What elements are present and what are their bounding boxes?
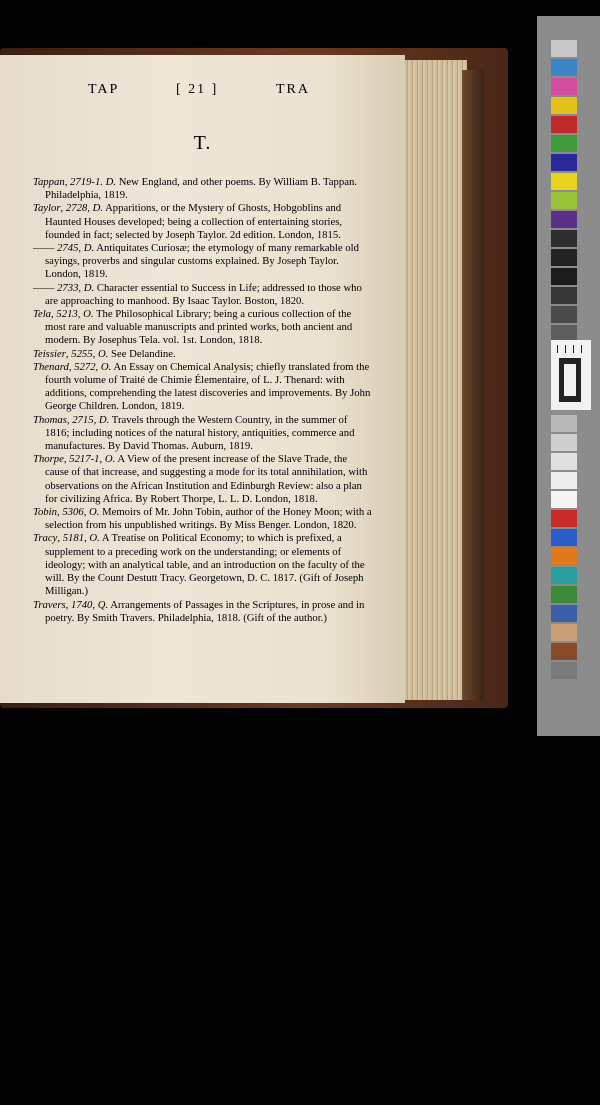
catalog-entry: Tappan, 2719-1. D. New England, and other poems. By William B. Tappan. Philadelphia, 1819. [33, 176, 357, 202]
catalog-entry: Thomas, 2715, D. Travels through the Western Country, in the summer of 1816; including notices of the natural history, antiquities, commerce and manufactures. By David Thomas. Auburn, 1819. [33, 413, 355, 453]
entry-code: 5272, O. [74, 360, 112, 373]
entry-text: Memoirs of Mr. John Tobin, author of the Honey Moon; with a selection from his unpublished writings. By Miss Benger. London, 1820. [45, 506, 372, 532]
entry-code: 1740, Q. [71, 598, 109, 611]
entry-author: Tracy [33, 532, 58, 545]
entry-text: Antiquitates Curiosæ; the etymology of many remarkable old sayings, proverbs and singular customs explained. By Joseph Taylor. London, 1819. [45, 242, 359, 281]
catalog-entry: Thenard, 5272, O. An Essay on Chemical Analysis; chiefly translated from the fourth volume of Traité de Chimie Élementaire, of L. J. Thenard: with additions, comprehending the latest discoveries and improvements. By John George Children. London, 1819. [33, 360, 371, 413]
catalog-entry [33, 282, 373, 308]
entry-text: Arrangements of Passages in the Scriptures, in prose and in poetry. By Smith Travers. Philadelphia, 1818. (Gift of the author.) [45, 598, 365, 624]
entry-text: An Essay on Chemical Analysis; chiefly translated from the fourth volume of Traité de Chimie Élementaire, of L. J. Thenard: with additions, comprehending the latest discoveries and improvements. By John George Children. London, 1819. [45, 360, 371, 413]
entry-author: —— [33, 242, 55, 255]
entry-code: 2728, D. [65, 202, 103, 215]
scale-ruler [551, 340, 591, 410]
color-swatch [551, 491, 577, 508]
entry-code: 2715, D. [72, 413, 110, 426]
entry-code: 5213, O. [56, 308, 94, 321]
color-swatch [551, 586, 577, 603]
entry-text: Character essential to Success in Life; addressed to those who are approaching to manhood. By Isaac Taylor. Boston, 1820. [45, 281, 362, 307]
color-swatch [551, 135, 577, 152]
color-swatch-strip-lower [551, 415, 577, 1105]
entry-text: See Delandine. [111, 347, 176, 360]
entry-code: 2733, D. [57, 281, 95, 294]
catalog-entries [33, 176, 373, 625]
color-swatch [551, 173, 577, 190]
entry-author: Tappan [33, 176, 65, 188]
catalog-entry: Teissier, 5255, O. See Delandine. [33, 347, 176, 360]
entry-code: 5306, O. [62, 506, 100, 519]
ruler-tick [581, 345, 582, 353]
catalog-entry: Tracy, 5181, O. A Treatise on Political Economy; to which is prefixed, a supplement to a preceding work on the understanding; or elements of ideology; with an analytical table, and an introduction on the faculty of the will. By the Count Destutt Tracy. Georgetown, D. C. 1817. (Gift of Joseph Milligan.) [33, 532, 365, 598]
color-swatch [551, 116, 577, 133]
catalog-entry: Thorpe, 5217-1, O. A View of the present increase of the Slave Trade, the cause of that increase, and suggesting a mode for its total annihilation, with observations on the African Institution and Edinburgh Review: also a plan for civilizing Africa. By Robert Thorpe, L. L. D. London, 1818. [33, 453, 368, 505]
entry-author: Thenard [33, 360, 69, 373]
spine-shadow [462, 70, 484, 700]
color-swatch [551, 249, 577, 266]
color-swatch [551, 453, 577, 470]
entry-code: 5255, O. [71, 347, 109, 360]
entry-text: A View of the present increase of the Slave Trade, the cause of that increase, and suggesting a mode for its total annihilation, with observations on the African Institution and Edinburgh Review: also a plan for civilizing Africa. By Robert Thorpe, L. L. D. London, 1818. [45, 453, 368, 505]
color-swatch [551, 548, 577, 565]
header-right: TRA [276, 82, 310, 97]
color-swatch [551, 510, 577, 527]
color-swatch [551, 472, 577, 489]
entry-text: Apparitions, or the Mystery of Ghosts, Hobgoblins and Haunted Houses developed; being a collection of entertaining stories, founded in fact; selected by Joseph Taylor. 2d edition. London, 1815. [45, 202, 343, 241]
color-swatch [551, 567, 577, 584]
ruler-tick [557, 345, 558, 353]
color-swatch [551, 624, 577, 641]
entry-text: New England, and other poems. By William B. Tappan. Philadelphia, 1819. [45, 176, 357, 202]
color-swatch [551, 97, 577, 114]
entry-author: Travers [33, 598, 66, 611]
catalog-entry: Taylor, 2728, D. Apparitions, or the Mystery of Ghosts, Hobgoblins and Haunted Houses developed; being a collection of entertaining stories, founded in fact; selected by Joseph Taylor. 2d edition. London, 1815. [33, 202, 343, 241]
header-left: TAP [88, 82, 120, 97]
entry-author: Teissier [33, 347, 66, 360]
entry-author: Tela [33, 308, 52, 321]
color-swatch [551, 268, 577, 285]
color-swatch [551, 230, 577, 247]
color-swatch [551, 78, 577, 95]
entry-author: Thorpe [33, 453, 64, 466]
entry-code: 5181, O. [62, 532, 100, 545]
entry-code: 2745, D. [57, 242, 95, 255]
entry-author: Tobin [33, 506, 57, 519]
color-swatch [551, 306, 577, 323]
entry-author: Taylor [33, 202, 61, 215]
ruler-block [559, 358, 581, 402]
color-swatch [551, 59, 577, 76]
color-swatch [551, 662, 577, 679]
catalog-entry: Tobin, 5306, O. Memoirs of Mr. John Tobin, author of the Honey Moon; with a selection from his unpublished writings. By Miss Benger. London, 1820. [33, 506, 372, 532]
color-swatch [551, 154, 577, 171]
entry-author: —— [33, 281, 55, 294]
color-swatch [551, 211, 577, 228]
page-fore-edge [405, 60, 467, 700]
running-header [0, 82, 405, 100]
color-swatch [551, 287, 577, 304]
color-swatch [551, 643, 577, 660]
catalog-entry: Tela, 5213, O. The Philosophical Library; being a curious collection of the most rare and valuable manuscripts and printed works, both ancient and modern. By Josephus Tela. vol. 1st. London, 1818. [33, 308, 353, 347]
catalog-entry [33, 242, 373, 282]
page-number: [ 21 ] [176, 82, 219, 97]
color-swatch [551, 434, 577, 451]
entry-text: Travels through the Western Country, in the summer of 1816; including notices of the natural history, antiquities, commerce and manufactures. By David Thomas. Auburn, 1819. [45, 413, 355, 453]
color-swatch [551, 415, 577, 432]
catalog-entry: Travers, 1740, Q. Arrangements of Passages in the Scriptures, in prose and in poetry. By Smith Travers. Philadelphia, 1818. (Gift of the author.) [33, 598, 365, 624]
color-swatch [551, 192, 577, 209]
color-swatch [551, 529, 577, 546]
ruler-tick [573, 345, 574, 353]
entry-author: Thomas [33, 413, 67, 426]
ruler-tick [565, 345, 566, 353]
section-letter: T. [193, 132, 212, 154]
color-swatch [551, 40, 577, 57]
entry-text: A Treatise on Political Economy; to which is prefixed, a supplement to a preceding work on the understanding; or elements of ideology; with an analytical table, and an introduction on the faculty of the will. By the Count Destutt Tracy. Georgetown, D. C. 1817. (Gift of Joseph Milligan.) [45, 532, 365, 598]
entry-text: The Philosophical Library; being a curious collection of the most rare and valuable manuscripts and printed works, both ancient and modern. By Josephus Tela. vol. 1st. London, 1818. [45, 308, 353, 347]
entry-code: 5217-1, O. [69, 453, 116, 466]
color-swatch [551, 605, 577, 622]
entry-code: 2719-1. D. [70, 176, 117, 188]
